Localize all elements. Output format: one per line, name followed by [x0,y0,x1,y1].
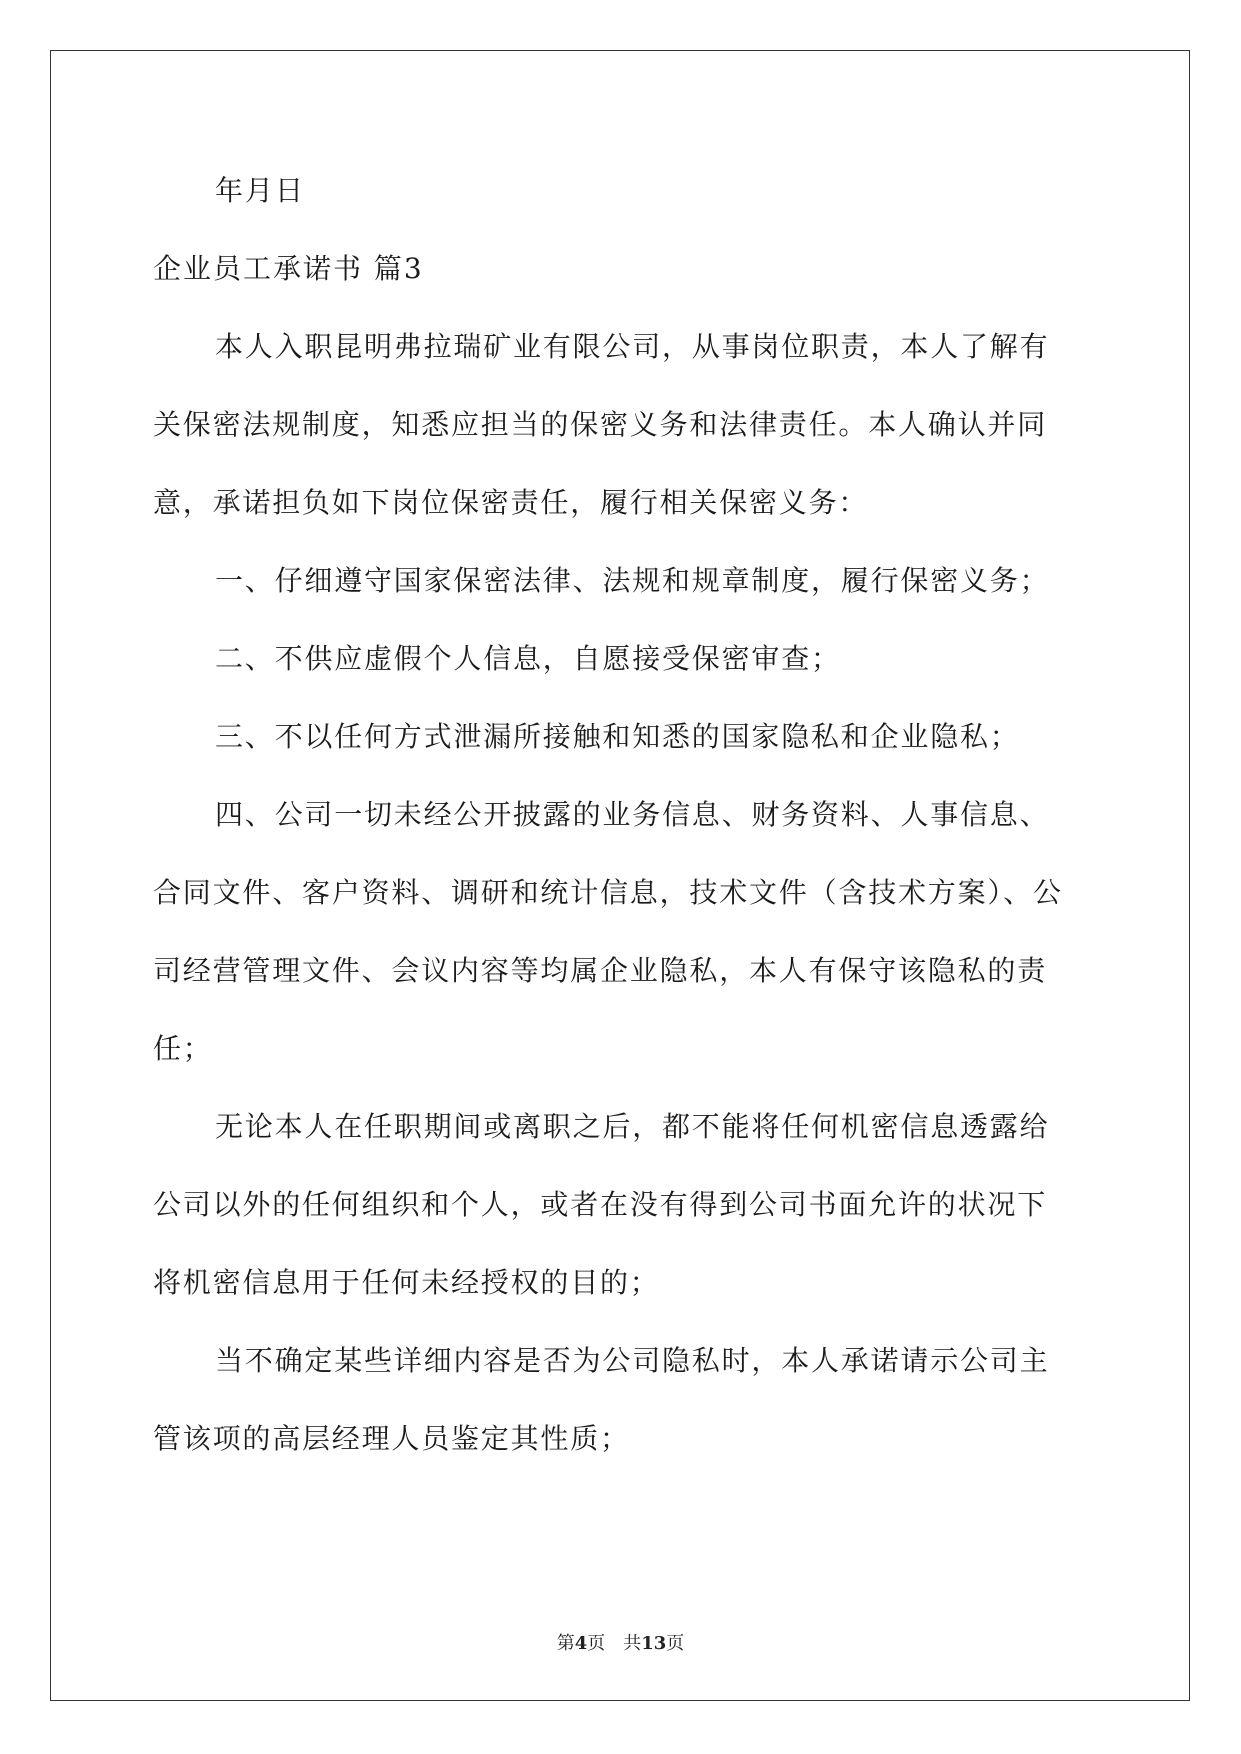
body-line: 无论本人在任职期间或离职之后，都不能将任何机密信息透露给 [215,1110,1050,1143]
body-line: 任； [153,1032,213,1065]
footer-total-pages: 13 [641,1633,667,1654]
body-line: 本人入职昆明弗拉瑞矿业有限公司，从事岗位职责，本人了解有 [215,330,1050,363]
body-line: 当不确定某些详细内容是否为公司隐私时，本人承诺请示公司主 [215,1344,1050,1377]
body-line: 一、仔细遵守国家保密法律、法规和规章制度，履行保密义务； [215,564,1050,597]
body-line: 意，承诺担负如下岗位保密责任，履行相关保密义务： [153,486,869,519]
body-line: 将机密信息用于任何未经授权的目的； [153,1266,660,1299]
body-line: 三、不以任何方式泄漏所接触和知悉的国家隐私和企业隐私； [215,720,1020,753]
footer-mid: 页 共 [587,1633,642,1654]
body-line: 二、不供应虚假个人信息，自愿接受保密审查； [215,642,841,675]
section-heading: 企业员工承诺书 篇3 [153,252,424,285]
footer-suffix: 页 [666,1633,685,1654]
body-line: 四、公司一切未经公开披露的业务信息、财务资料、人事信息、 [215,798,1050,831]
body-line: 合同文件、客户资料、调研和统计信息，技术文件（含技术方案）、公 [153,876,1063,909]
body-line: 司经营管理文件、会议内容等均属企业隐私，本人有保守该隐私的责 [153,954,1048,987]
page-footer [0,1629,1241,1655]
body-line: 管该项的高层经理人员鉴定其性质； [153,1422,630,1455]
body-line: 关保密法规制度，知悉应担当的保密义务和法律责任。本人确认并同 [153,408,1048,441]
footer-page-number: 4 [574,1633,588,1654]
date-line: 年月日 [215,174,306,207]
body-line: 公司以外的任何组织和个人，或者在没有得到公司书面允许的状况下 [153,1188,1048,1221]
footer-prefix: 第 [556,1633,575,1654]
